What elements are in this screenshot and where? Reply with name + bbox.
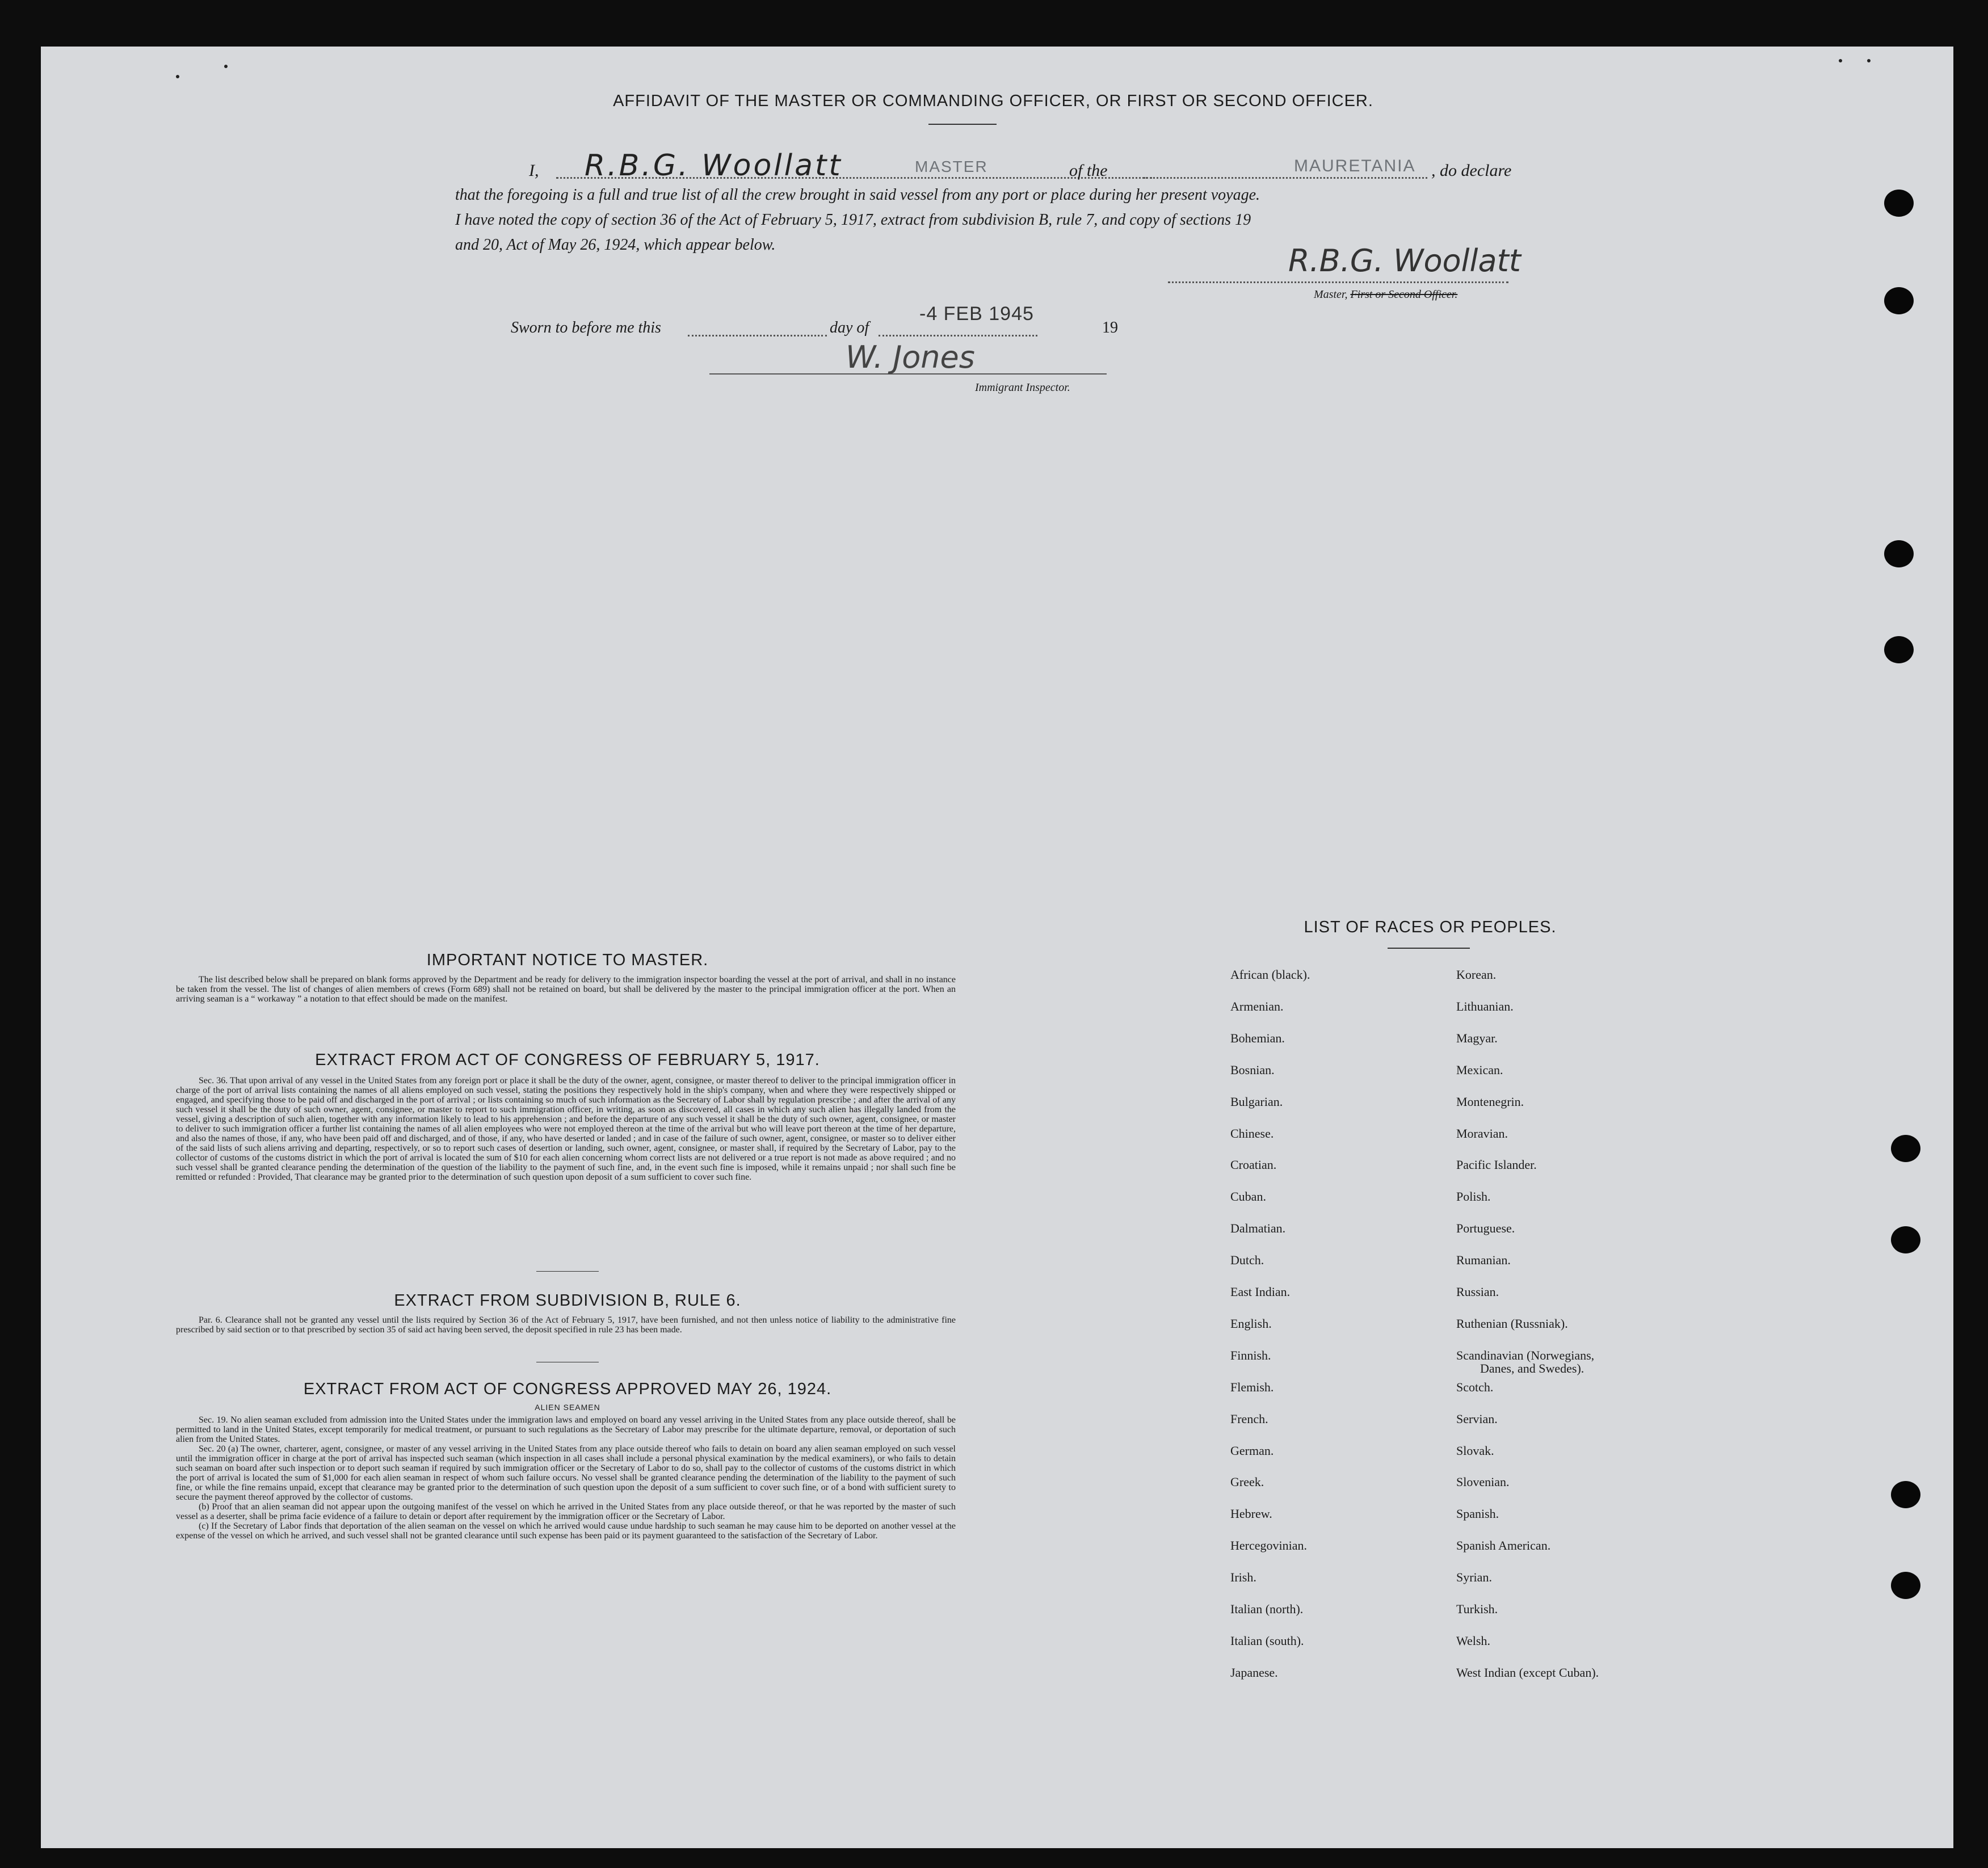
vessel-name-stamp: MAURETANIA (1294, 157, 1416, 175)
race-item: Scandinavian (Norwegians, (1456, 1348, 1595, 1362)
race-item: Hebrew. (1230, 1507, 1272, 1521)
race-item: Portuguese. (1456, 1221, 1515, 1235)
subdivision-b-paragraph: Par. 6. Clearance shall not be granted any vessel until the lists required by Section 36 of the Act of February 5, 1917, have been furnished, and not then unless notice of liability to the administrative fine prescribed by said section or to that prescribed by section 35 of said act having been served, the deposit specified in rule 23 has been made. (176, 1315, 956, 1335)
race-item: Pacific Islander. (1456, 1158, 1537, 1172)
race-item: Spanish American. (1456, 1538, 1551, 1553)
race-item: Syrian. (1456, 1570, 1492, 1584)
alien-seamen-subtitle: ALIEN SEAMEN (535, 1403, 600, 1412)
race-item: Turkish. (1456, 1602, 1498, 1616)
race-item: Moravian. (1456, 1126, 1508, 1141)
race-item: Armenian. (1230, 999, 1284, 1013)
race-item: Italian (north). (1230, 1602, 1304, 1616)
notice-paragraph: The list described below shall be prepared on blank forms approved by the Department and be ready for delivery to the immigration inspector boarding the vessel at the port of arrival, and shall in no instance be taken from the vessel. The list of changes of alien members of crews (Form 689) shall not be retained on board, but shall be delivered by the master to the principal immigration officer at the port. When an arriving seaman is a “ workaway ” a notation to that effect should be made on the manifest. (176, 975, 956, 1004)
notice-title: IMPORTANT NOTICE TO MASTER. (426, 951, 709, 969)
affidavit-heading: AFFIDAVIT OF THE MASTER OR COMMANDING OFFICER, OR FIRST OR SECOND OFFICER. (613, 92, 1373, 110)
extract-1924-text (176, 1415, 956, 1541)
race-item: Slovenian. (1456, 1475, 1510, 1489)
signature-caption-struck: First or Second Officer. (1350, 288, 1458, 301)
race-item: Scotch. (1456, 1380, 1494, 1394)
master-signature-line (1168, 281, 1508, 283)
subdivision-b-text (176, 1315, 956, 1335)
sworn-date-line (879, 335, 1037, 336)
affidavit-line-2: that the foregoing is a full and true list of all the crew brought in said vessel from any port or place during her present voyage. (455, 186, 1260, 204)
binder-hole (1884, 540, 1914, 567)
name-line (556, 177, 1152, 179)
race-item: Dutch. (1230, 1253, 1264, 1267)
binder-hole (1891, 1572, 1920, 1599)
race-item: Russian. (1456, 1285, 1499, 1299)
race-item: Servian. (1456, 1412, 1498, 1426)
race-item: Montenegrin. (1456, 1095, 1524, 1109)
affidavit-line-3: I have noted the copy of section 36 of the Act of February 5, 1917, extract from subdivision B, rule 7, and copy of sections 19 (455, 211, 1251, 229)
race-item: Cuban. (1230, 1189, 1266, 1204)
race-item: East Indian. (1230, 1285, 1291, 1299)
speck (1867, 59, 1871, 62)
race-right-continuation: Danes, and Swedes). (1480, 1361, 1584, 1375)
sworn-day-line (688, 335, 827, 336)
extract-1917-text (176, 1076, 956, 1182)
signature-caption-master: Master, (1314, 288, 1348, 301)
race-item: Ruthenian (Russniak). (1456, 1316, 1568, 1331)
race-item: Rumanian. (1456, 1253, 1511, 1267)
race-item: Polish. (1456, 1189, 1491, 1204)
master-name-handwritten: R.B.G. Woollatt (585, 149, 843, 183)
race-item: Hercegovinian. (1230, 1538, 1307, 1553)
race-item: Magyar. (1456, 1031, 1498, 1045)
race-item: Korean. (1456, 967, 1497, 982)
race-item: Bosnian. (1230, 1063, 1275, 1077)
inspector-caption: Immigrant Inspector. (975, 381, 1070, 394)
extract-1917-paragraph: Sec. 36. That upon arrival of any vessel in the United States from any foreign port or place it shall be the duty of the owner, agent, consignee, or master thereof to deliver to the principal immigration officer in charge of the port of arrival lists containing the names of all aliens employed on such vessel, stating the positions they respectively hold in the ship's company, when and where they were respectively shipped or engaged, and specifying those to be paid off and discharged in the port of arrival ; or lists containing so much of such information as the Secretary of Labor shall by regulation prescribe ; and after the arrival of any such vessel it shall be the duty of such owner, agent, consignee, or master to report to such immigration officer, in writing, as soon as discovered, all cases in which any such alien has illegally landed from the vessel, giving a description of such alien, together with any information likely to lead to his apprehension ; and before the departure of any such vessel it shall be the duty of such owner, agent, consignee, or master to deliver to such immigration officer a further list containing the names of all alien employees who were not employed thereon at the time of the arrival but who will leave port thereon at the time of her departure, and also the names of those, if any, who have been paid off and discharged, and of those, if any, who have deserted or landed ; and in case of the failure of such owner, agent, consignee, or master so to deliver either of the said lists of such aliens arriving and departing, respectively, or so to report such cases of desertion or landing, such owner, agent, consignee, or master shall, if required by the Secretary of Labor, pay to the collector of customs of the customs district in which the port of arrival is located the sum of $10 for each alien concerning whom correct lists are not delivered or a true report is not made as above required ; and no such vessel shall be granted clearance pending the determination of the question of the liability to the payment of such fine, and, in the event such fine is imposed, while it remains unpaid ; nor shall such fine be remitted or refunded : Provided, That clearance may be granted prior to the determination of such question upon deposit of a sum sufficient to cover such fine. (176, 1076, 956, 1182)
race-item: Croatian. (1230, 1158, 1277, 1172)
race-item: Mexican. (1456, 1063, 1503, 1077)
i-label: I, (529, 161, 539, 180)
extract-1924-title: EXTRACT FROM ACT OF CONGRESS APPROVED MAY 26, 1924. (303, 1380, 832, 1398)
race-item: Welsh. (1456, 1634, 1490, 1648)
binder-hole (1884, 190, 1914, 217)
speck (224, 65, 228, 68)
race-item: West Indian (except Cuban). (1456, 1665, 1599, 1680)
race-item: Bulgarian. (1230, 1095, 1283, 1109)
vessel-line (1144, 177, 1427, 179)
do-declare-label: , do declare (1431, 161, 1512, 180)
race-item: Flemish. (1230, 1380, 1274, 1394)
race-item: Greek. (1230, 1475, 1264, 1489)
of-the-label: of the (1069, 161, 1108, 180)
inspector-signature: W. Jones (846, 339, 975, 375)
subdivision-b-title: EXTRACT FROM SUBDIVISION B, RULE 6. (394, 1291, 741, 1310)
sworn-line (511, 303, 1135, 346)
master-signature: R.B.G. Woollatt (1288, 243, 1521, 279)
extract-1917-title: EXTRACT FROM ACT OF CONGRESS OF FEBRUARY 5, 1917. (315, 1051, 820, 1069)
race-item: Japanese. (1230, 1665, 1278, 1680)
day-of-label: day of (830, 319, 869, 336)
race-item: Finnish. (1230, 1348, 1271, 1362)
notice-text (176, 975, 956, 1004)
race-item: African (black). (1230, 967, 1310, 982)
race-item: Chinese. (1230, 1126, 1274, 1141)
divider (928, 124, 997, 125)
signature-caption (1314, 288, 1457, 301)
binder-hole (1884, 287, 1914, 314)
speck (176, 75, 179, 78)
race-item: Italian (south). (1230, 1634, 1304, 1648)
binder-hole (1891, 1481, 1920, 1508)
race-item: Slovak. (1456, 1444, 1494, 1458)
extract-1924-sec20b: (b) Proof that an alien seaman did not appear upon the outgoing manifest of the vessel on which he arrived in the United States from any place outside thereof, or that he was reported by the master of such vessel as a deserter, shall be prima facie evidence of a failure to detain or deport after requirement by the immigration officer or the Secretary of Labor. (176, 1502, 956, 1521)
race-item: Lithuanian. (1456, 999, 1514, 1013)
rank-stamp: MASTER (915, 158, 988, 175)
race-item: Irish. (1230, 1570, 1256, 1584)
divider (1388, 948, 1470, 949)
binder-hole (1884, 636, 1914, 663)
binder-hole (1891, 1226, 1920, 1253)
sworn-label: Sworn to before me this (511, 319, 661, 336)
race-item: Spanish. (1456, 1507, 1499, 1521)
race-item: English. (1230, 1316, 1272, 1331)
extract-1924-sec20a: Sec. 20 (a) The owner, charterer, agent, consignee, or master of any vessel arriving in the United States from any place outside thereof who fails to detain on board any alien seaman employed on such vessel until the immigration officer in charge at the port of arrival has inspected such seaman (which inspection in all cases shall include a personal physical examination by the medical examiners), or who fails to detain such seaman on board after such inspection or to deport such seaman if required by such immigration officer or the Secretary of Labor to do so, shall pay to the collector of customs of the customs district in which the port of arrival is located the sum of $1,000 for each alien seaman in respect of whom such failure occurs. No vessel shall be granted clearance pending the determination of the liability to the payment of such fine, or while the fine remains unpaid, except that clearance may be granted prior to the determination of such question upon the deposit of a sum sufficient to cover such fine, or of a bond with sufficient surety to secure the payment thereof approved by the collector of customs. (176, 1444, 956, 1502)
extract-1924-sec20c: (c) If the Secretary of Labor finds that deportation of the alien seaman on the vessel on which he arrived would cause undue hardship to such seaman he may cause him to be deported on another vessel at the expense of the vessel on which he arrived, and such vessel shall not be granted clearance until such expense has been paid or its payment guaranteed to the satisfaction of the Secretary of Labor. (176, 1521, 956, 1541)
extract-1924-sec19: Sec. 19. No alien seaman excluded from admission into the United States under the immigration laws and employed on board any vessel arriving in the United States from any place outside thereof, shall be permitted to land in the United States, except temporarily for medical treatment, or pursuant to such regulations as the Secretary of Labor may prescribe for the ultimate departure, removal, or deportation of such alien from the United States. (176, 1415, 956, 1444)
races-title: LIST OF RACES OR PEOPLES. (1304, 918, 1557, 936)
race-item: Bohemian. (1230, 1031, 1285, 1045)
binder-hole (1891, 1135, 1920, 1162)
race-item: French. (1230, 1412, 1268, 1426)
race-item: German. (1230, 1444, 1274, 1458)
speck (1839, 59, 1842, 62)
affidavit-line-4: and 20, Act of May 26, 1924, which appear below. (455, 236, 776, 254)
race-item: Dalmatian. (1230, 1221, 1286, 1235)
year-prefix: 19 (1102, 319, 1118, 336)
date-stamp: -4 FEB 1945 (919, 303, 1034, 325)
divider (536, 1271, 599, 1272)
